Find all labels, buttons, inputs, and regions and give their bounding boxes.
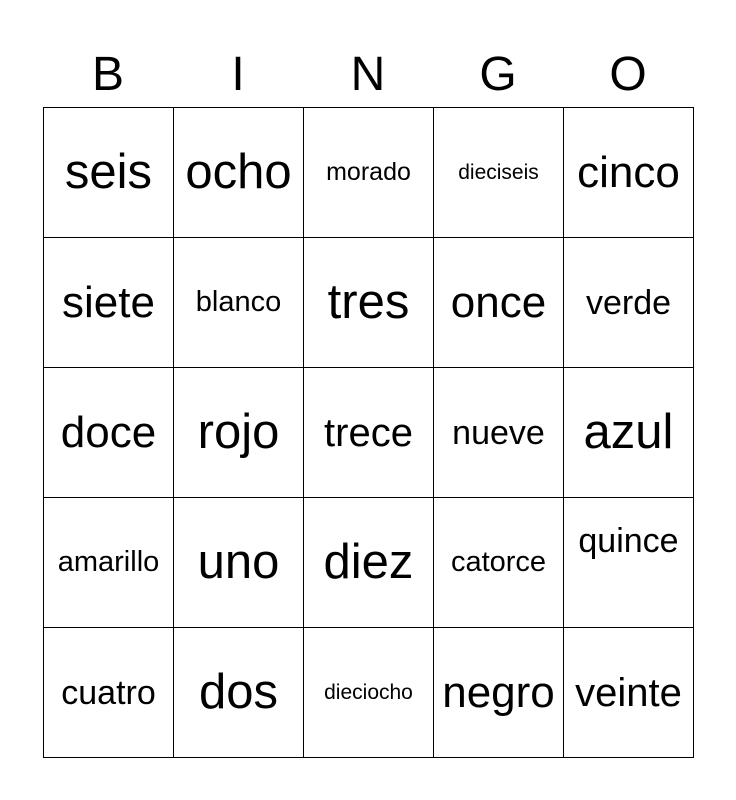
header-letter-g: G	[479, 48, 517, 101]
bingo-cell[interactable]: amarillo	[44, 498, 174, 628]
bingo-cell[interactable]: doce	[44, 368, 174, 498]
bingo-cell[interactable]: quince	[564, 498, 694, 628]
bingo-cell[interactable]: verde	[564, 238, 694, 368]
header-letter-i: I	[231, 48, 245, 101]
bingo-cell[interactable]: veinte	[564, 628, 694, 758]
bingo-cell[interactable]: dieciseis	[434, 108, 564, 238]
bingo-cell[interactable]: dieciocho	[304, 628, 434, 758]
bingo-cell[interactable]: siete	[44, 238, 174, 368]
bingo-cell[interactable]: dos	[174, 628, 304, 758]
bingo-cell[interactable]: rojo	[174, 368, 304, 498]
bingo-header	[43, 44, 693, 106]
bingo-cell[interactable]: cinco	[564, 108, 694, 238]
header-letter-n: N	[350, 48, 386, 101]
bingo-cell[interactable]: cuatro	[44, 628, 174, 758]
bingo-cell[interactable]: once	[434, 238, 564, 368]
bingo-cell[interactable]: ocho	[174, 108, 304, 238]
bingo-cell[interactable]: catorce	[434, 498, 564, 628]
bingo-cell[interactable]: azul	[564, 368, 694, 498]
bingo-cell[interactable]: blanco	[174, 238, 304, 368]
header-letter-o: O	[609, 48, 647, 101]
bingo-cell[interactable]: seis	[44, 108, 174, 238]
bingo-cell[interactable]: morado	[304, 108, 434, 238]
bingo-cell[interactable]: tres	[304, 238, 434, 368]
header-letter-b: B	[91, 48, 124, 101]
bingo-cell[interactable]: diez	[304, 498, 434, 628]
bingo-cell[interactable]: uno	[174, 498, 304, 628]
bingo-cell[interactable]: negro	[434, 628, 564, 758]
bingo-board	[43, 107, 694, 758]
bingo-cell[interactable]: nueve	[434, 368, 564, 498]
bingo-cell[interactable]: trece	[304, 368, 434, 498]
